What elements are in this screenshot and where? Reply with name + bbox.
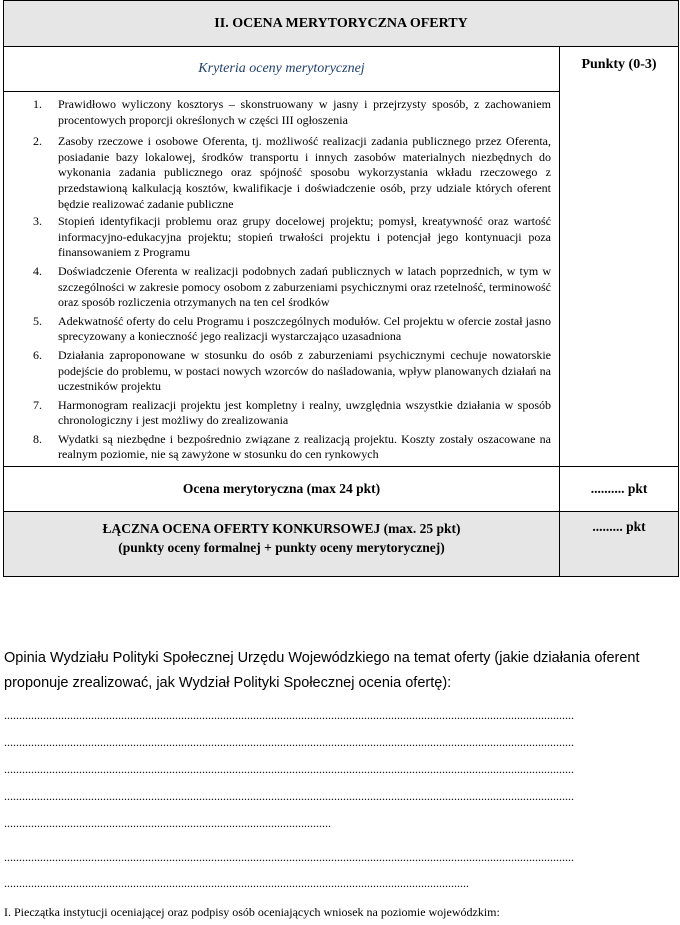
section-title: II. OCENA MERYTORYCZNA OFERTY — [4, 1, 679, 47]
merit-score-label: Ocena merytoryczna (max 24 pkt) — [4, 467, 560, 512]
dotted-line[interactable]: ............................................................................................................. — [4, 816, 331, 830]
dotted-line[interactable]: .............................................................................................................................................................................................. — [4, 789, 574, 803]
merit-evaluation-table — [3, 0, 679, 577]
criterion-item: 2. Zasoby rzeczowe i osobowe Oferenta, tj. możliwość realizacji zadania publicznego przez Oferenta, posiadanie bazy lokalowej, środków transportu i innych zasobów materialnych niezbędnych do wykonania zadania publicznego oraz spójność sposobu wykorzystania wkładu rzeczowego z przedstawioną kalkulacją kosztów, kwalifikacje i doświadczenie osób, przy udziale których oferent będzie realizować zadanie publiczne — [33, 134, 551, 211]
dotted-line[interactable]: ........................................................................................................................................................... — [4, 876, 469, 890]
criterion-item: 6. Działania zaproponowane w stosunku do osób z zaburzeniami psychicznymi cechuje nowatorskie podejście do problemu, w postaci nowych wzorców do naśladowania, wpływ planowanych działań na uczestników projektu — [33, 347, 551, 394]
criteria-list — [4, 92, 560, 467]
criterion-item: 1. Prawidłowo wyliczony kosztorys – skonstruowany w jasny i przejrzysty sposób, z zachowaniem procentowych proporcji określonych w części III ogłoszenia — [33, 97, 551, 127]
criteria-header: Kryteria oceny merytorycznej — [4, 47, 560, 92]
criterion-item: 3. Stopień identyfikacji problemu oraz grupy docelowej projektu; pomysł, kreatywność oraz wartość informacyjno-edukacyjna projektu; stopień trwałości projektu i potencjał jego kontynuacji poza finansowaniem z Programu — [33, 214, 551, 260]
dotted-line[interactable]: .............................................................................................................................................................................................. — [4, 850, 574, 864]
stamp-signature-label: I. Pieczątka instytucji oceniającej oraz podpisy osób oceniających wniosek na poziomie wojewódzkim: — [4, 905, 500, 919]
dotted-line[interactable]: .............................................................................................................................................................................................. — [4, 762, 574, 776]
dotted-line[interactable]: .............................................................................................................................................................................................. — [4, 735, 574, 749]
merit-score-value[interactable]: .......... pkt — [560, 467, 679, 512]
criterion-item: 5. Adekwatność oferty do celu Programu i poszczególnych modułów. Cel projektu w ofercie został jasno sprecyzowany a konieczność jego realizacji wystarczająco uzasadniona — [33, 313, 551, 344]
criterion-item: 8. Wydatki są niezbędne i bezpośrednio związane z realizacją projektu. Koszty zostały oszacowane na realnym poziomie, nie są zawyżone w stosunku do cen rynkowych — [33, 431, 551, 462]
points-header: Punkty (0-3) — [560, 47, 679, 467]
total-score-value[interactable]: ......... pkt — [560, 512, 679, 577]
dotted-line[interactable]: .............................................................................................................................................................................................. — [4, 708, 574, 722]
criterion-item: 4. Doświadczenie Oferenta w realizacji podobnych zadań publicznych w latach poprzednich, w tym w szczególności w zakresie pomocy osobom z zaburzeniami psychicznymi oraz rzetelność, terminowość oraz sposób rozliczenia otrzymanych na ten cel środków — [33, 263, 551, 310]
total-label-line1: ŁĄCZNA OCENA OFERTY KONKURSOWEJ (max. 25 pkt) — [102, 521, 461, 537]
opinion-text: Opinia Wydziału Polityki Społecznej Urzędu Wojewódzkiego na temat oferty (jakie działania oferent proponuje zrealizować, jak Wydział Polityki Społecznej ocenia ofertę): — [4, 650, 640, 691]
total-label-line2: (punkty oceny formalnej + punkty oceny merytorycznej) — [118, 540, 445, 556]
total-score-label — [4, 512, 560, 577]
criterion-item: 7. Harmonogram realizacji projektu jest kompletny i realny, uwzględnia wszystkie działania w sposób chronologiczny i jest możliwy do zrealizowania — [33, 397, 551, 428]
